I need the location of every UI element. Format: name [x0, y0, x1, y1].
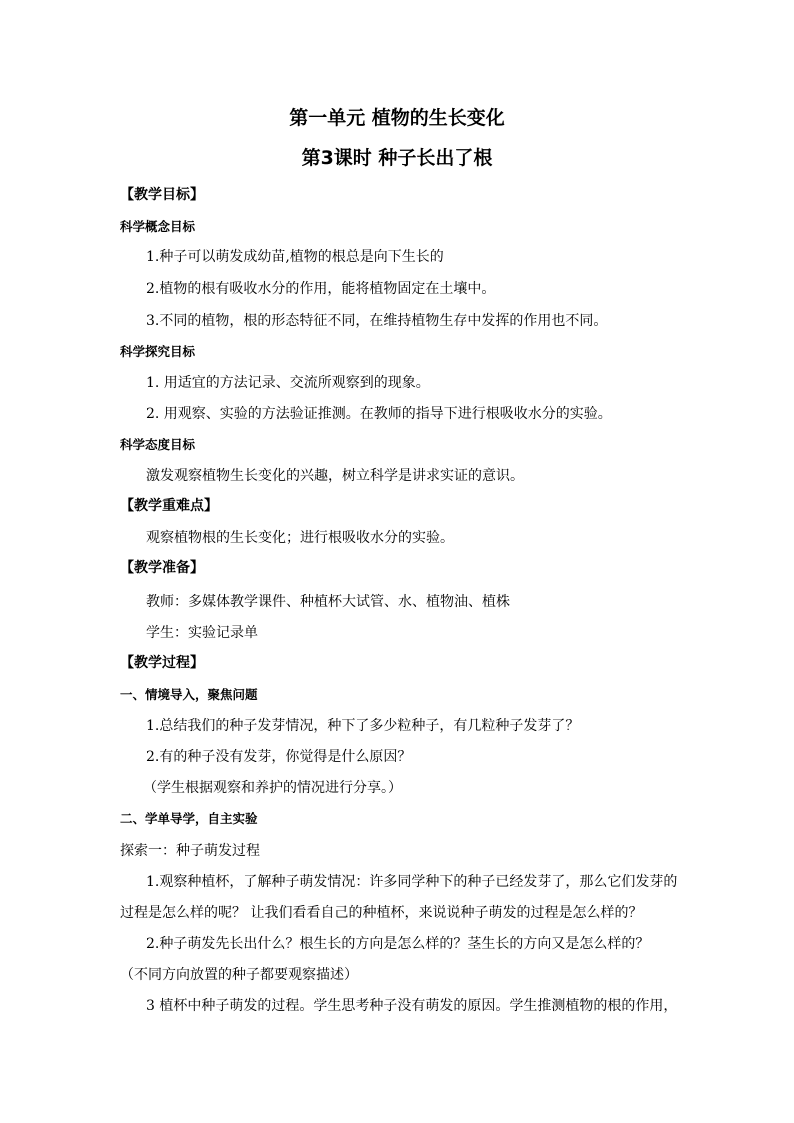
concept-goal-3: 3.不同的植物，根的形态特征不同，在维持植物生存中发挥的作用也不同。	[146, 313, 608, 329]
section-heading-process: 【教学过程】	[120, 655, 204, 671]
section-heading-preparation: 【教学准备】	[120, 560, 204, 576]
exploration-1-item-2: 2.种子萌发先长出什么？根生长的方向是怎么样的？茎生长的方向又是怎么样的？	[146, 936, 650, 952]
process-step-1-item-1: 1.总结我们的种子发芽情况，种下了多少粒种子，有几粒种子发芽了？	[146, 718, 580, 734]
lesson-title: 第3课时 种子长出了根	[301, 147, 493, 169]
concept-goal-2: 2.植物的根有吸收水分的作用，能将植物固定在土壤中。	[146, 281, 496, 297]
preparation-student: 学生：实验记录单	[146, 625, 258, 641]
exploration-1-heading: 探索一：种子萌发过程	[120, 843, 260, 859]
preparation-teacher: 教师：多媒体教学课件、种植杯大试管、水、植物油、植株	[146, 594, 510, 610]
process-step-1-note: （学生根据观察和养护的情况进行分享。）	[143, 780, 402, 796]
attitude-goal: 激发观察植物生长变化的兴趣，树立科学是讲求实证的意识。	[146, 468, 524, 484]
subheading-inquiry-goals: 科学探究目标	[120, 344, 196, 359]
inquiry-goal-2: 2. 用观察、实验的方法验证推测。在教师的指导下进行根吸收水分的实验。	[146, 406, 612, 422]
exploration-1-item-1: 1.观察种植杯，了解种子萌发情况：许多同学种下的种子已经发芽了，那么它们发芽的	[146, 874, 678, 890]
subheading-attitude-goals: 科学态度目标	[120, 437, 196, 452]
section-heading-goals: 【教学目标】	[120, 187, 204, 203]
process-step-2-heading: 二、学单导学，自主实验	[120, 811, 258, 826]
exploration-1-item-1-continued: 过程是怎么样的呢？ 让我们看看自己的种植杯，来说说种子萌发的过程是怎么样的？	[120, 905, 643, 921]
process-step-1-item-2: 2.有的种子没有发芽，你觉得是什么原因？	[146, 749, 412, 765]
exploration-1-item-3: 3 植杯中种子萌发的过程。学生思考种子没有萌发的原因。学生推测植物的根的作用，	[146, 998, 678, 1014]
key-points-text: 观察植物根的生长变化；进行根吸收水分的实验。	[146, 530, 454, 546]
unit-title: 第一单元 植物的生长变化	[289, 107, 505, 129]
section-heading-key-points: 【教学重难点】	[120, 498, 218, 514]
exploration-1-item-2-note: （不同方向放置的种子都要观察描述）	[120, 967, 358, 983]
concept-goal-1: 1.种子可以萌发成幼苗,植物的根总是向下生长的	[146, 249, 444, 265]
subheading-concept-goals: 科学概念目标	[120, 219, 196, 234]
process-step-1-heading: 一、情境导入，聚焦问题	[120, 687, 258, 702]
inquiry-goal-1: 1. 用适宜的方法记录、交流所观察到的现象。	[146, 375, 430, 391]
